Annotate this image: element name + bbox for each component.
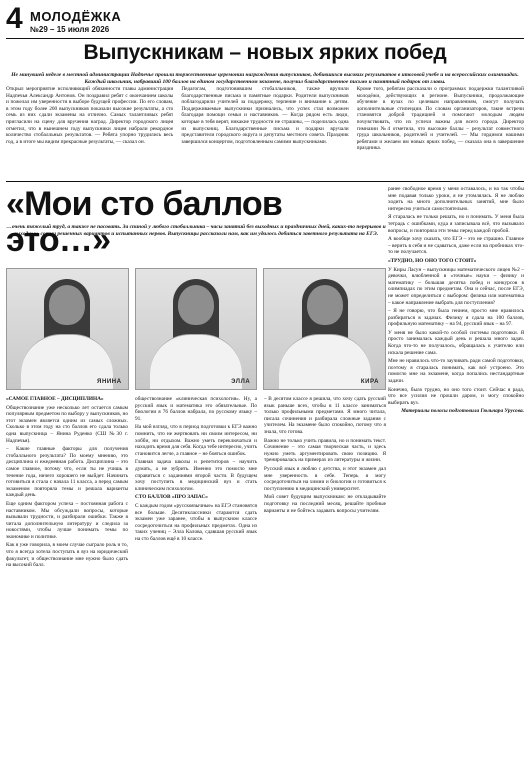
mid-divider (6, 181, 524, 182)
article2-title: «Мои сто баллов это…» (6, 185, 283, 259)
paragraph: – Я не говорю, что была гением, просто мне нравилось разбираться в задачах. Физику я сдала на 100 баллов, профильную математику – на 94, русский язык – на 97. (388, 308, 524, 328)
article2-column-2 (135, 396, 257, 756)
article1-column-3 (357, 86, 524, 178)
subheading: «ТРУДНО, НО ОНО ТОГО СТОИТ» (388, 257, 477, 264)
paragraph: ранее свободное время у меня оставалось, и на так чтобы мне подавая только уроки, я не утомлялась. Я не люблю ходить на много дополнительных занятий, мне было интересно учиться самостоятельно. (388, 186, 524, 212)
paper-name: МОЛОДЁЖКА (30, 9, 122, 24)
subheading: СТО БАЛЛОВ «ПРО ЗАПАС» (135, 494, 208, 501)
photo-caption: КИРА (360, 379, 380, 385)
paragraph: У Киры Ласун – выпускницы математического лицея №2 – девочки, влюбленной в «точные» науки – физику и математику – большая десятка побед и конкурсов в олимпиадах по этим предметам. Она и сейчас, после ЕГЭ, не может определиться с выбором: физика или математика – какое направление выбрать для поступления? (388, 266, 524, 306)
photo-row (6, 268, 386, 390)
photo-portrait (135, 268, 258, 390)
article2-lead: …очень тяжелый труд, а также не пасовать. За спиной у любого стобалльника – часы занятий без выходных и праздничных дней, каких-то перерывов и выходных, сотни решенных вариантов и испытанных нервов. Выпускницы рассказали нам, как им удалось добиться заветного результата на ЕГЭ. (6, 224, 386, 237)
paragraph: У меня не было какой-то особой системы подготовки. Я просто занималась каждый день и решала много задач. Когда что-то не получалось, обращалась к учителю или искала решение сама. (388, 329, 524, 356)
paragraph: Я старалась не только решать, но и понимать. У меня была тетрадь с ошибками, куда я записывала всё, что вызывало вопросы, и повторяла эти темы перед каждой пробой. (388, 214, 524, 234)
paragraph: Еще одним фактором успеха – постоянная работа с наставником. Мы обсуждали вопросы, которые вызывали трудности, и разбирали ошибки. Также я читала дополнительную литературу и следила за новостями, чтобы лучше понимать темы по экономике и политике. (6, 500, 128, 540)
article1-lead: Не минувшей неделе в местной администрации Надпечье прошли торжественные церемонии награждения выпускников, добившихся высоких результатов в итоговой учебе и на всероссийских олимпиадах. Каждый школьник, набравший 100 баллов на едином государственном экзамене, получил благодарственное письмо и памятный подарок от главы. (11, 72, 519, 85)
article2-columns (6, 396, 386, 756)
photo-caption: ЭЛЛА (231, 379, 251, 385)
photo-caption: ЯНИНА (97, 379, 122, 385)
paragraph: А вообще хочу сказать, что ЕГЭ – это не страшно. Главное – верить в себя и не сдаваться, даже если на пробниках что-то не получается. (388, 236, 524, 256)
paragraph: Русский язык я люблю с детства, и этот экзамен дал мне уверенность в себе. Теперь я могу сосредоточиться на химии и биологии и готовиться к поступлению в медицинский университет. (264, 465, 386, 492)
paragraph: Открыл мероприятие исполняющий обязанности главы администрации Надпечья Александр Антонов. Он поздравил ребят с окончанием школы и пожелал им уверенности в выборе будущей профессии. По его словам, в этом году более 200 выпускников показали высокие результаты, а сто семь из них сдали экзамены на отлично. Самых талантливых ребят пригласили на сцену для вручения наград. Директор городского лицея отметил, что в нынешнем году выпускники лицея набрали рекордное количество стобалльных результатов. — Ребята упорно трудились весь год, а в итоге мы видим прекрасные результаты, — сказал он. (6, 86, 174, 145)
paragraph: Мне не нравилось что-то заучивать ради самой подготовки, поэтому я старалась понимать, как всё устроено. Это помогло мне на экзамене, когда попались нестандартные задачи. (388, 358, 524, 385)
paragraph: Обществознание уже несколько лет остается самым популярным предметом по выбору у выпускников, но этот экзамен является одним из самых сложных. Сколько в этом году на сто баллов его сдала только одна выпускница – Янина Руденко (СШ №30 г. Надпечья). (6, 404, 128, 444)
masthead (6, 4, 206, 38)
subheading: «САМОЕ ГЛАВНОЕ – ДИСЦИПЛИНА» (6, 396, 104, 402)
article2-column-1 (6, 396, 128, 756)
author-signature: Материалы полосы подготовила Гюльнара Урусова. (401, 408, 524, 415)
paragraph: Мой совет будущим выпускникам: не откладывайте подготовку на последний месяц, решайте пробные варианты и не бойтесь задавать вопросы учителям. (264, 494, 386, 514)
page-number: 4 (6, 2, 23, 35)
photo-portrait (6, 268, 129, 390)
paragraph: Конечно, было трудно, но оно того стоит. Сейчас я рада, что все усилия не прошли даром, и могу спокойно выбирать вуз. (388, 386, 524, 406)
paragraph: – Какие главные факторы для получения стобалльного результата? По моему мнению, это дисциплина и ежедневная работа. Дисциплина – это самое главное, потому что, если ты не учишь в течение года, ничего хорошего не выйдет. Начинать готовиться я стала с начала 11 класса, а перед самым экзаменом повторяла темы и решала варианты каждый день. (6, 446, 128, 499)
article1-title: Выпускникам – новых ярких побед (83, 41, 447, 64)
article1-column-2 (181, 86, 348, 178)
photo-portrait (263, 268, 386, 390)
paragraph: Как я уже говорила, в моем случае сыграло роль и то, что я всегда хотела поступать в вуз на юридический факультет, и обществознание мне нужно было сдать на высокий балл. (6, 542, 128, 569)
paragraph: обществознание «клиническая психология». Ну, а русский язык и математика это обязательные. По биологии я 76 баллов набрала, по русскому языку – 91. (135, 396, 257, 422)
paragraph: – В десятом классе я решила, что хочу сдать русский язык раньше всех, чтобы в 11 классе заниматься только профильными предметами. Я много читала, писала сочинения и разбирала сложные задания с учителем. На экзамене было спокойно, потому что я знала, что готова. (264, 396, 386, 435)
paragraph: На мой взгляд, что в период подготовки к ЕГЭ важно помнить, что не жертвовать ни своим интересом, ни хобби, ни отдыхом. Важно уметь переключаться и находить время для себя. Когда тебе интересно, учить становится легче, а главное – не бояться ошибок. (135, 424, 257, 457)
article1-column-1 (6, 86, 173, 178)
paragraph: Важно не только учить правила, но и понимать текст. Сочинение – это самая творческая часть, и здесь нужно уметь аргументировать свою позицию. Я тренировалась на примерах из литературы и жизни. (264, 437, 386, 464)
issue-date: №29 – 15 июля 2026 (30, 25, 110, 34)
article2-right-column (388, 186, 524, 756)
paragraph: Кроме того, ребятам рассказали о программах поддержки талантливой молодёжи, действующих в регионе. Выпускники, продолжающие обучение в вузах по целевым направлениям, смогут получать дополнительные стипендии. По словам организаторов, такие встречи становятся доброй традицией и помогают молодым людям почувствовать, что их успехи важны для всего города. Директор гимназии №4 отметила, что высокие баллы – результат совместного труда школьников, родителей и учителей. — Мы гордимся нашими ребятами и желаем им новых ярких побед, — сказала она в завершение праздника. (356, 86, 524, 152)
paragraph: Педагогам, подготовившим стобалльников, также вручили благодарственные письма и памятные подарки. Родители выпускников поблагодарили учителей за поддержку, терпение и внимание к детям. Поддерживаемые выпускники признались, что успех стал возможен благодаря помощи семьи и наставников. — Когда рядом есть люди, которые в тебя верят, никакие трудности не страшны, — поделилась одна из выпускниц. Благодарственные письма и подарки вручали представители городского округа и депутаты местного совета. Праздник завершился концертом, подготовленным самими выпускниками. (181, 86, 349, 145)
paragraph: Главная задача школы и репетиторов – научить думать, а не зубрить. Именно это помогло мне справиться с заданиями второй части. В будущем хочу поступить в медицинский вуз и стать клиническим психологом. (135, 459, 257, 492)
top-divider (6, 38, 524, 39)
article2-column-3 (264, 396, 386, 756)
article1-columns (6, 86, 524, 178)
paragraph: С каждым годом «русскоязычные» на ЕГЭ становятся все больше. Десятиклассники стараются сдать экзамен уже заранее, чтобы в выпускном классе сосредоточиться на профильных предметах. Одна из таких учениц – Элла Калова, сдавшая русский язык на сто баллов ещё в 10 классе. (135, 502, 257, 542)
